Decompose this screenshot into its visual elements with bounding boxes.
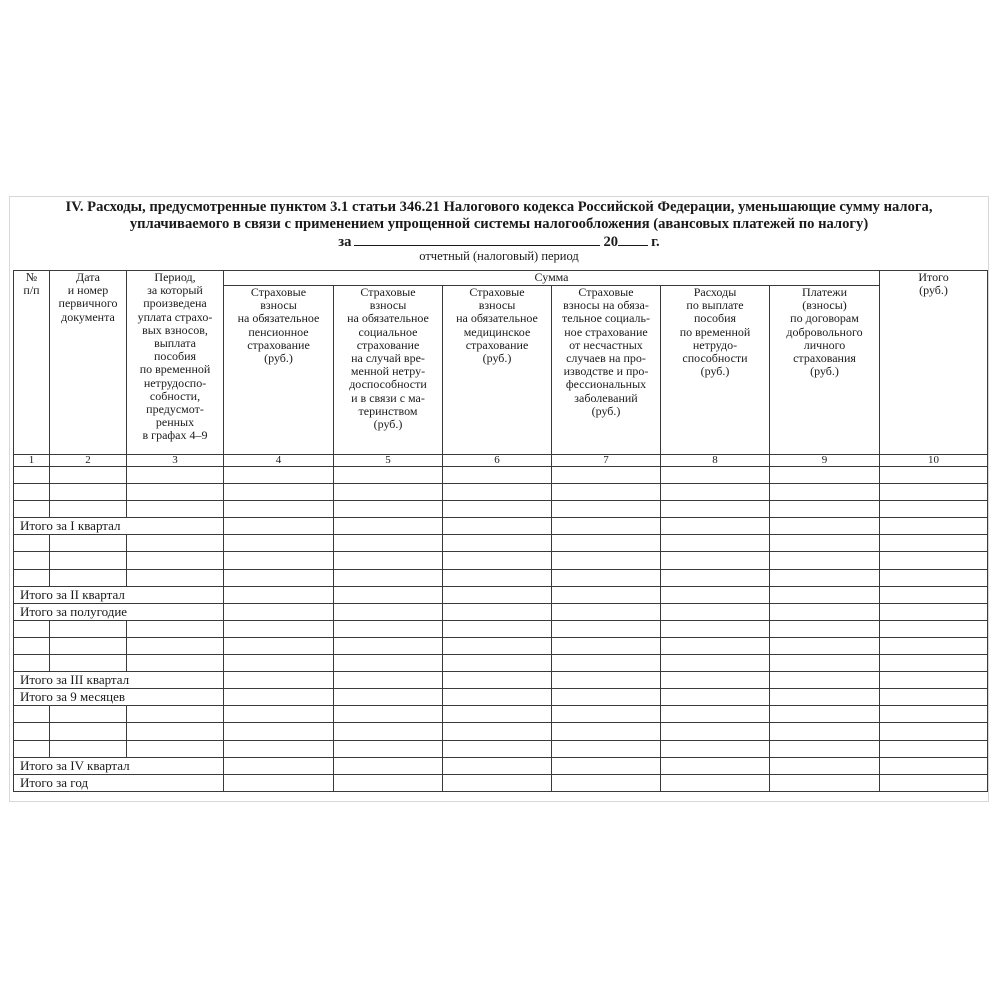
column-number: 2 [50, 455, 127, 467]
header-col-5: Страховые взносы на обязательное социальное страхование на случай вре- менной нетру- доспособности и в связи с ма- теринством (руб.) [334, 286, 443, 455]
subtotal-label: Итого за IV квартал [14, 757, 224, 774]
table-row[interactable] [14, 620, 988, 637]
subtotal-label: Итого за I квартал [14, 518, 224, 535]
table-row[interactable] [14, 706, 988, 723]
subtotal-row-q1[interactable] [14, 518, 988, 535]
period-caption: отчетный (налоговый) период [419, 249, 579, 263]
period-blank[interactable] [354, 232, 600, 246]
column-number: 7 [552, 455, 661, 467]
header-col-9: Платежи (взносы) по договорам добровольного личного страхования (руб.) [770, 286, 880, 455]
subtotal-label: Итого за 9 месяцев [14, 689, 224, 706]
header-col-3: Период, за который произведена уплата страхо- вых взносов, выплата пособия по временной нетрудоспо- собности, предусмот- ренных в графах 4–9 [127, 271, 224, 455]
table-row[interactable] [14, 535, 988, 552]
table-row[interactable] [14, 655, 988, 672]
subtotal-row-q2[interactable] [14, 586, 988, 603]
column-number: 6 [443, 455, 552, 467]
column-number: 8 [661, 455, 770, 467]
subtotal-row-q4[interactable] [14, 757, 988, 774]
expenses-table [13, 270, 988, 792]
table-row[interactable] [14, 740, 988, 757]
column-number: 10 [880, 455, 988, 467]
column-number: 4 [224, 455, 334, 467]
table-row[interactable] [14, 501, 988, 518]
period-suffix: г. [651, 234, 660, 250]
header-sum: Сумма [224, 271, 880, 286]
subtotal-label: Итого за II квартал [14, 586, 224, 603]
header-col-6: Страховые взносы на обязательное медицинское страхование (руб.) [443, 286, 552, 455]
header-col-8: Расходы по выплате пособия по временной нетрудо- способности (руб.) [661, 286, 770, 455]
subtotal-row-half[interactable] [14, 603, 988, 620]
year-blank[interactable] [618, 232, 648, 246]
header-col-10: Итого (руб.) [880, 271, 988, 455]
subtotal-label: Итого за полугодие [14, 603, 224, 620]
subtotal-row-nine-months[interactable] [14, 689, 988, 706]
table-row[interactable] [14, 569, 988, 586]
table-row[interactable] [14, 467, 988, 484]
header-col-4: Страховые взносы на обязательное пенсионное страхование (руб.) [224, 286, 334, 455]
column-number: 5 [334, 455, 443, 467]
column-numbers-row [14, 455, 988, 467]
table-row[interactable] [14, 723, 988, 740]
column-number: 9 [770, 455, 880, 467]
table-row[interactable] [14, 484, 988, 501]
subtotal-row-q3[interactable] [14, 672, 988, 689]
table-row[interactable] [14, 552, 988, 569]
header-col-1: № п/п [14, 271, 50, 455]
table-row[interactable] [14, 637, 988, 654]
period-year: 20 [603, 234, 619, 250]
column-number: 3 [127, 455, 224, 467]
subtotal-label: Итого за III квартал [14, 672, 224, 689]
header-col-7: Страховые взносы на обяза- тельное социаль- ное страхование от несчастных случаев на про- изводстве и про- фессиональных заболеваний (руб.) [552, 286, 661, 455]
header-col-2: Дата и номер первичного документа [50, 271, 127, 455]
column-number: 1 [14, 455, 50, 467]
subtotal-row-year[interactable] [14, 774, 988, 791]
form-title: IV. Расходы, предусмотренные пунктом 3.1 статьи 346.21 Налогового кодекса Российской Федерации, уменьшающие сумму налога, уплачиваемого в связи с применением упрощенной системы налогообложения (авансовых платежей по налогу) [65, 199, 933, 232]
period-prefix: за [338, 234, 352, 250]
subtotal-label: Итого за год [14, 774, 224, 791]
